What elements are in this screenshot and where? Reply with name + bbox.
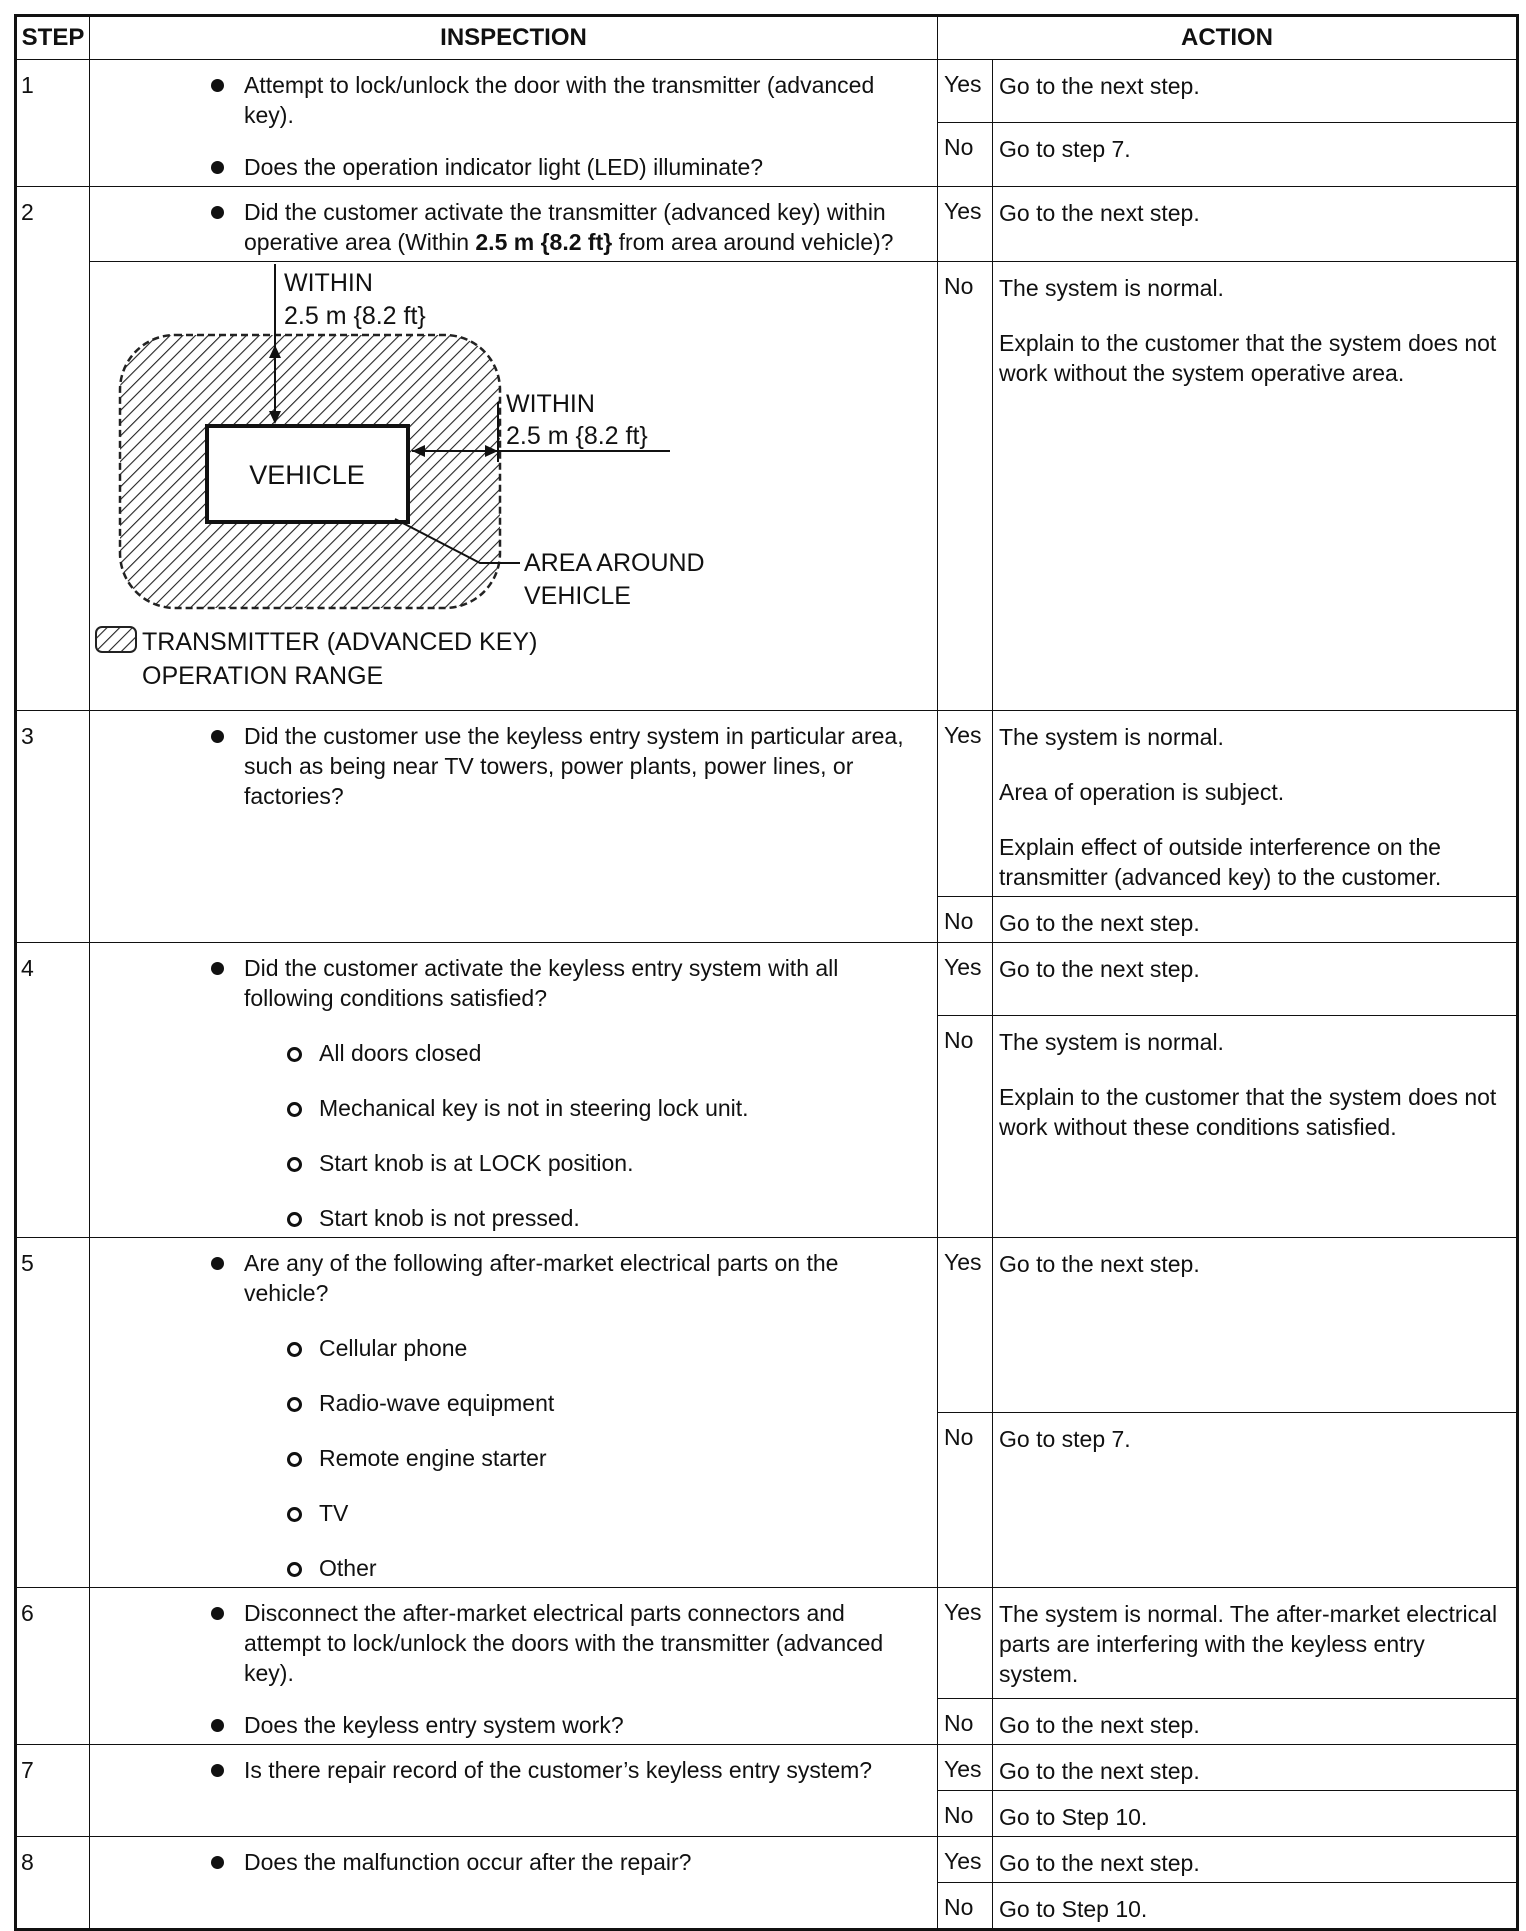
no-action: Go to step 7. [993,123,1518,187]
step-7-inspection [90,1745,938,1837]
yes-label: Yes [938,943,993,1016]
bullet-item [90,1598,921,1688]
action-line: Explain effect of outside interference on the transmitter (advanced key) to the customer. [999,834,1442,890]
step-1-yes-row [16,60,1518,123]
yes-label: Yes [938,60,993,123]
step-number: 1 [16,60,90,187]
step-number: 4 [16,943,90,1238]
step-number: 8 [16,1837,90,1930]
bullet-ring-icon [287,1397,302,1412]
bullet-dot-icon [211,1856,224,1869]
bullet-item [90,953,921,1013]
bullet-ring-icon [287,1047,302,1062]
yes-action [993,711,1518,897]
step-8-yes-row [16,1837,1518,1883]
sub-item-text: Start knob is not pressed. [319,1205,580,1231]
legend-label: TRANSMITTER (ADVANCED KEY) [142,628,538,656]
operation-range-diagram [90,262,938,705]
step-3-inspection [90,711,938,943]
bullet-item [90,1755,921,1785]
yes-action: Go to the next step. [993,60,1518,123]
bullet-ring-icon [287,1452,302,1467]
no-label: No [938,1016,993,1238]
bullet-ring-icon [287,1507,302,1522]
sub-item-text: Mechanical key is not in steering lock unit. [319,1095,749,1121]
legend-label-2: OPERATION RANGE [142,662,384,690]
no-action: Go to Step 10. [993,1883,1518,1930]
step-2-inspection [90,187,938,262]
area-around-label: AREA AROUND [524,549,705,577]
sub-item-text: Cellular phone [319,1335,468,1361]
no-label: No [938,123,993,187]
bullet-dot-icon [211,1719,224,1732]
sub-item-text: All doors closed [319,1040,482,1066]
operation-range-diagram-cell [90,262,938,711]
bullet-text: Are any of the following after-market electrical parts on the vehicle? [244,1250,839,1306]
action-line: The system is normal. [999,275,1224,301]
step-7-yes-row [16,1745,1518,1791]
no-label: No [938,1883,993,1930]
yes-action: Go to the next step. [993,943,1518,1016]
bullet-dot-icon [211,1257,224,1270]
no-action: Go to step 7. [993,1413,1518,1588]
sub-item-text: Radio-wave equipment [319,1390,555,1416]
bullet-text: Does the malfunction occur after the repair? [244,1849,692,1875]
no-label: No [938,262,993,711]
within-right-distance: 2.5 m {8.2 ft} [506,422,648,450]
no-label: No [938,1791,993,1837]
sub-item [90,1148,921,1178]
bullet-text: Did the customer activate the keyless entry system with all following conditions satisfied? [244,955,839,1011]
sub-item [90,1093,921,1123]
yes-action: Go to the next step. [993,187,1518,262]
step-number: 2 [16,187,90,711]
bullet-text: Attempt to lock/unlock the door with the transmitter (advanced key). [244,72,875,128]
yes-action: Go to the next step. [993,1238,1518,1413]
step-5-inspection [90,1238,938,1588]
step-2-no-row [16,262,1518,711]
bullet-dot-icon [211,1764,224,1777]
sub-item-text: Start knob is at LOCK position. [319,1150,634,1176]
within-top-label: WITHIN [284,269,373,297]
no-label: No [938,1413,993,1588]
header-step: STEP [16,16,90,60]
yes-action: The system is normal. The after-market electrical parts are interfering with the keyless entry system. [993,1588,1518,1699]
yes-action: Go to the next step. [993,1837,1518,1883]
bullet-item [90,721,921,811]
sub-item [90,1333,921,1363]
bullet-text-end: from area around vehicle)? [612,229,894,255]
yes-label: Yes [938,1745,993,1791]
bullet-dot-icon [211,962,224,975]
bullet-dot-icon [211,79,224,92]
step-6-yes-row [16,1588,1518,1699]
no-action [993,1016,1518,1238]
no-action: Go to Step 10. [993,1791,1518,1837]
sub-item [90,1443,921,1473]
header-action: ACTION [938,16,1518,60]
step-number: 6 [16,1588,90,1745]
bullet-item [90,1847,921,1877]
bullet-text: Did the customer activate the transmitter (advanced key) within operative area (Within [244,199,886,255]
yes-label: Yes [938,187,993,262]
bullet-ring-icon [287,1212,302,1227]
bullet-text: Disconnect the after-market electrical parts connectors and attempt to lock/unlock the doors with the transmitter (advanced key). [244,1600,884,1686]
sub-item [90,1203,921,1233]
bullet-dot-icon [211,730,224,743]
bullet-text: Does the operation indicator light (LED) illuminate? [244,154,764,180]
action-line: The system is normal. [999,1029,1224,1056]
step-4-yes-row [16,943,1518,1016]
no-action [993,262,1518,711]
action-line: Area of operation is subject. [999,779,1285,805]
bullet-ring-icon [287,1102,302,1117]
bullet-item [90,152,921,182]
bullet-dot-icon [211,206,224,219]
no-action: Go to the next step. [993,1699,1518,1745]
header-row [16,16,1518,60]
vehicle-label: VEHICLE [249,460,365,490]
area-around-label-2: VEHICLE [524,582,631,610]
bullet-bold-text: 2.5 m {8.2 ft} [475,229,613,255]
step-5-yes-row [16,1238,1518,1413]
step-4-inspection [90,943,938,1238]
action-line: Explain to the customer that the system does not work without these conditions satisfied. [999,1084,1497,1141]
bullet-dot-icon [211,1607,224,1620]
step-number: 3 [16,711,90,943]
bullet-item [90,197,921,257]
within-right-label: WITHIN [506,390,595,418]
sub-item [90,1498,921,1528]
legend-swatch-icon [96,627,136,652]
yes-label: Yes [938,1588,993,1699]
bullet-dot-icon [211,161,224,174]
sub-item [90,1388,921,1418]
bullet-text: Does the keyless entry system work? [244,1712,624,1738]
yes-label: Yes [938,1238,993,1413]
bullet-ring-icon [287,1157,302,1172]
header-inspection: INSPECTION [90,16,938,60]
no-label: No [938,1699,993,1745]
step-6-inspection [90,1588,938,1745]
bullet-ring-icon [287,1562,302,1577]
step-2-yes-row [16,187,1518,262]
step-8-inspection [90,1837,938,1930]
no-action: Go to the next step. [993,897,1518,943]
within-top-distance: 2.5 m {8.2 ft} [284,302,426,330]
bullet-text: Did the customer use the keyless entry system in particular area, such as being near TV towers, power plants, power lines, or factories? [244,723,904,809]
action-line: The system is normal. [999,724,1224,750]
no-label: No [938,897,993,943]
sub-item-text: Remote engine starter [319,1445,547,1471]
bullet-item [90,70,921,130]
yes-label: Yes [938,1837,993,1883]
step-number: 5 [16,1238,90,1588]
sub-item [90,1553,921,1583]
troubleshooting-table [14,14,1519,1931]
yes-label: Yes [938,711,993,897]
step-number: 7 [16,1745,90,1837]
sub-item [90,1038,921,1068]
step-1-inspection [90,60,938,187]
bullet-ring-icon [287,1342,302,1357]
bullet-item [90,1710,921,1740]
action-line: Explain to the customer that the system does not work without the system operative area. [999,330,1497,386]
step-3-yes-row [16,711,1518,897]
yes-action: Go to the next step. [993,1745,1518,1791]
bullet-item [90,1248,921,1308]
bullet-text: Is there repair record of the customer’s keyless entry system? [244,1757,873,1783]
sub-item-text: Other [319,1555,377,1581]
sub-item-text: TV [319,1500,349,1526]
